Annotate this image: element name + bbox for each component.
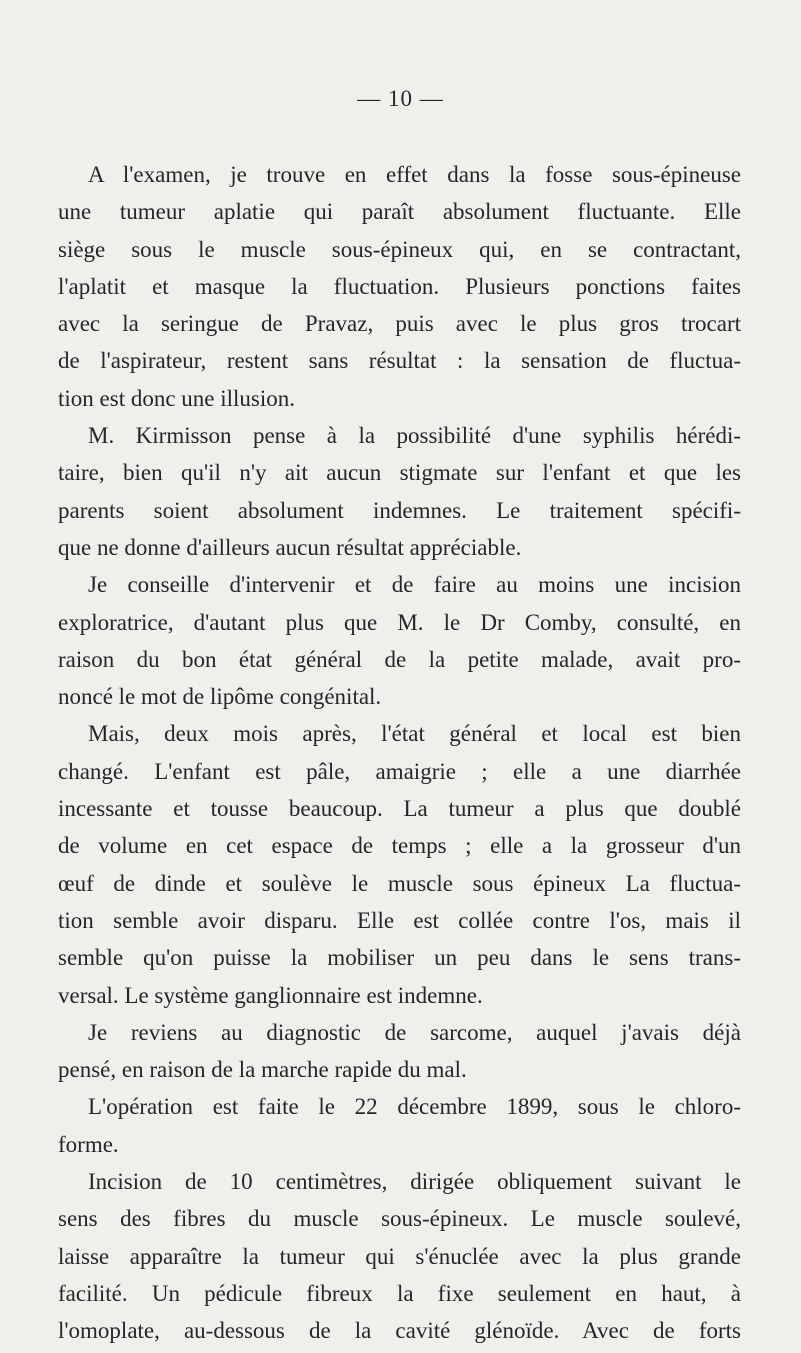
text-line: de volume en cet espace de temps ; elle a la grosseur d'un: [58, 833, 741, 859]
text-line: forme.: [58, 1131, 119, 1157]
body-text: [58, 156, 741, 1350]
text-line: tion semble avoir disparu. Elle est collée contre l'os, mais il: [58, 907, 741, 933]
text-line: pensé, en raison de la marche rapide du mal.: [58, 1057, 467, 1083]
text-line: noncé le mot de lipôme congénital.: [58, 684, 382, 710]
text-line: siège sous le muscle sous-épineux qui, en se contractant,: [58, 236, 741, 262]
text-line: versal. Le système ganglionnaire est indemne.: [58, 982, 483, 1008]
text-line: semble qu'on puisse la mobiliser un peu dans le sens trans-: [58, 945, 741, 971]
page-number: — 10 —: [357, 86, 444, 111]
text-line: avec la seringue de Pravaz, puis avec le plus gros trocart: [58, 311, 741, 337]
text-line: de l'aspirateur, restent sans résultat : la sensation de fluctua-: [58, 348, 741, 374]
text-line: facilité. Un pédicule fibreux la fixe seulement en haut, à: [58, 1280, 741, 1306]
text-line: Incision de 10 centimètres, dirigée obliquement suivant le: [88, 1169, 741, 1195]
text-line: l'omoplate, au-dessous de la cavité glénoïde. Avec de forts: [58, 1318, 741, 1344]
text-line: parents soient absolument indemnes. Le traitement spécifi-: [58, 497, 741, 523]
text-line: l'aplatit et masque la fluctuation. Plusieurs ponctions faites: [58, 273, 741, 299]
text-line: Je reviens au diagnostic de sarcome, auquel j'avais déjà: [88, 1019, 741, 1045]
text-line: raison du bon état général de la petite malade, avait pro-: [58, 646, 741, 672]
text-line: exploratrice, d'autant plus que M. le Dr Comby, consulté, en: [58, 609, 741, 635]
text-line: tion est donc une illusion.: [58, 385, 296, 411]
text-line: œuf de dinde et soulève le muscle sous épineux La fluctua-: [58, 870, 741, 896]
text-line: A l'examen, je trouve en effet dans la fosse sous-épineuse: [88, 162, 741, 187]
text-line: Je conseille d'intervenir et de faire au moins une incision: [88, 572, 741, 598]
text-line: Mais, deux mois après, l'état général et local est bien: [88, 721, 741, 747]
text-line: incessante et tousse beaucoup. La tumeur a plus que doublé: [58, 796, 741, 822]
text-line: M. Kirmisson pense à la possibilité d'une syphilis hérédi-: [88, 423, 741, 449]
text-line: que ne donne d'ailleurs aucun résultat appréciable.: [58, 534, 522, 560]
text-line: L'opération est faite le 22 décembre 1899, sous le chloro-: [88, 1094, 741, 1120]
text-line: changé. L'enfant est pâle, amaigrie ; elle a une diarrhée: [58, 758, 741, 784]
text-line: sens des fibres du muscle sous-épineux. Le muscle soulevé,: [58, 1206, 741, 1232]
text-line: laisse apparaître la tumeur qui s'énuclée avec la plus grande: [58, 1243, 741, 1269]
text-line: une tumeur aplatie qui paraît absolument fluctuante. Elle: [58, 199, 741, 225]
text-line: taire, bien qu'il n'y ait aucun stigmate sur l'enfant et que les: [58, 460, 741, 486]
